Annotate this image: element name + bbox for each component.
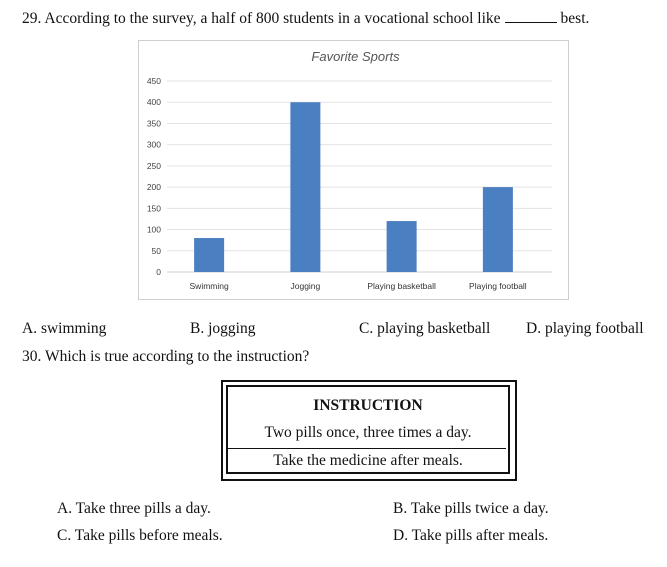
question-29 xyxy=(22,10,589,28)
x-tick-label: Playing football xyxy=(469,281,527,291)
x-tick-label: Playing basketball xyxy=(367,281,436,291)
x-tick-label: Swimming xyxy=(189,281,229,291)
y-tick-label: 50 xyxy=(151,245,161,256)
question-29-text: 29. According to the survey, a half of 800 students in a vocational school like xyxy=(22,10,501,27)
answer-blank xyxy=(505,10,557,23)
q29-option-a[interactable]: A. swimming xyxy=(22,320,107,337)
instruction-title: INSTRUCTION xyxy=(313,397,423,414)
q29-option-b[interactable]: B. jogging xyxy=(190,320,256,337)
favorite-sports-chart xyxy=(138,40,569,300)
q30-option-a[interactable]: A. Take three pills a day. xyxy=(57,500,211,517)
q30-option-b[interactable]: B. Take pills twice a day. xyxy=(393,500,549,517)
instruction-line-1: Two pills once, three times a day. xyxy=(264,424,472,441)
y-tick-label: 250 xyxy=(146,160,161,171)
chart-canvas xyxy=(139,41,568,299)
y-tick-label: 450 xyxy=(146,76,161,86)
question-29-tail: best. xyxy=(560,10,590,27)
chart-title: Favorite Sports xyxy=(311,49,400,64)
q30-option-d[interactable]: D. Take pills after meals. xyxy=(393,527,549,544)
y-tick-label: 150 xyxy=(146,203,161,214)
x-tick-label: Jogging xyxy=(290,281,321,291)
y-tick-label: 200 xyxy=(146,182,161,193)
bar xyxy=(194,238,224,272)
y-tick-label: 0 xyxy=(156,267,161,277)
q29-option-c[interactable]: C. playing basketball xyxy=(359,320,491,337)
y-tick-label: 300 xyxy=(146,139,161,150)
bar xyxy=(290,102,320,272)
instruction-divider xyxy=(228,448,506,449)
bar xyxy=(483,187,513,272)
y-tick-label: 350 xyxy=(146,118,161,129)
q29-option-d[interactable]: D. playing football xyxy=(526,320,644,337)
y-tick-label: 400 xyxy=(146,97,161,108)
y-tick-label: 100 xyxy=(146,224,161,235)
bar xyxy=(387,221,417,272)
instruction-line-2: Take the medicine after meals. xyxy=(273,452,463,469)
question-30: 30. Which is true according to the instruction? xyxy=(22,348,310,365)
q30-option-c[interactable]: C. Take pills before meals. xyxy=(57,527,223,544)
